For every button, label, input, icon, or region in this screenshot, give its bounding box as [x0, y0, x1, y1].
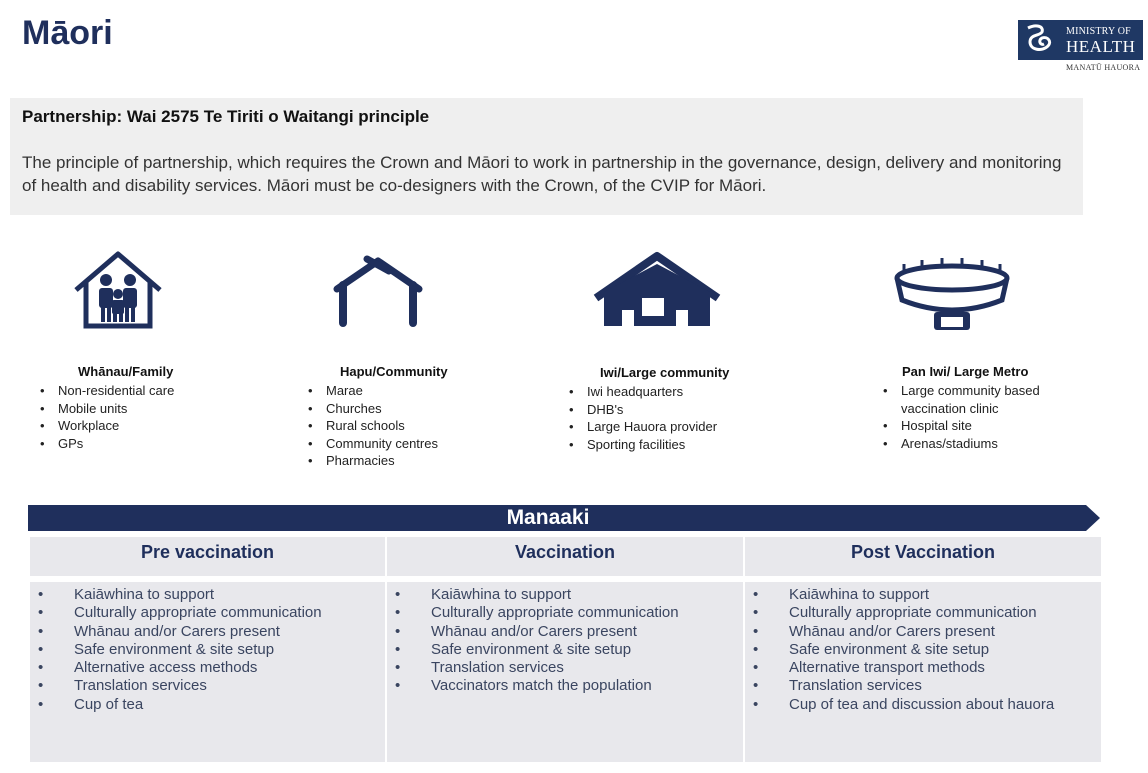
logo-line1: MINISTRY OF: [1066, 26, 1131, 37]
list-item: • Safe environment & site setup: [745, 641, 1101, 659]
group-pan-iwi: [883, 364, 1083, 452]
group-title: Hapu/Community: [340, 364, 448, 379]
list-item: • Cup of tea: [30, 696, 385, 714]
marae-frame-icon: [333, 255, 423, 327]
column-body-vaccination: [387, 582, 743, 762]
column-body-pre: [30, 582, 385, 762]
principle-panel: [10, 98, 1083, 215]
list-item: • Whānau and/or Carers present: [30, 623, 385, 641]
page-title: Māori: [22, 14, 113, 52]
list-item: • Safe environment & site setup: [387, 641, 743, 659]
list-item: • Culturally appropriate communication: [387, 604, 743, 622]
list-item: • Arenas/stadiums: [883, 435, 1083, 453]
list-item: • Safe environment & site setup: [30, 641, 385, 659]
list-item: • Cup of tea and discussion about hauora: [745, 696, 1101, 714]
list-item: • Mobile units: [40, 400, 174, 418]
manaaki-label: Manaaki: [506, 506, 590, 529]
list-item: • Kaiāwhina to support: [30, 586, 385, 604]
list-item: • Translation services: [387, 659, 743, 677]
list-item: • Vaccinators match the population: [387, 677, 743, 695]
koru-logo-icon: [1022, 24, 1062, 56]
list-item: • Translation services: [745, 677, 1101, 695]
column-header-post: Post Vaccination: [745, 537, 1101, 576]
list-item: • Kaiāwhina to support: [387, 586, 743, 604]
list-item: • Large community based vaccination clinic: [883, 382, 1076, 417]
logo-line2: HEALTH: [1066, 37, 1136, 56]
list-item: • Whānau and/or Carers present: [387, 623, 743, 641]
list-item: • Kaiāwhina to support: [745, 586, 1101, 604]
group-title: Iwi/Large community: [600, 365, 730, 380]
list-item: • GPs: [40, 435, 174, 453]
list-item: • Workplace: [40, 417, 174, 435]
family-house-icon: [72, 250, 164, 330]
list-item: • DHB's: [569, 401, 729, 419]
column-body-post: [745, 582, 1101, 762]
group-title: Pan Iwi/ Large Metro: [902, 364, 1029, 379]
principle-body: The principle of partnership, which requires the Crown and Māori to work in partnership in the governance, design, delivery and monitoring of health and disability services. Māori must be co-designers with the Crown, of the CVIP for Māori.: [22, 153, 1062, 195]
list-item: • Culturally appropriate communication: [745, 604, 1101, 622]
group-title: Whānau/Family: [78, 364, 174, 379]
list-item: • Iwi headquarters: [569, 383, 729, 401]
group-whanau: [40, 364, 174, 452]
list-item: • Culturally appropriate communication: [30, 604, 385, 622]
stadium-icon: [892, 256, 1012, 332]
list-item: • Non-residential care: [40, 382, 174, 400]
column-header-pre: Pre vaccination: [30, 537, 385, 576]
group-hapu: [308, 364, 448, 470]
list-item: • Alternative transport methods: [745, 659, 1101, 677]
list-item: • Alternative access methods: [30, 659, 385, 677]
list-item: • Marae: [308, 382, 448, 400]
list-item: • Pharmacies: [308, 452, 448, 470]
list-item: • Community centres: [308, 435, 448, 453]
list-item: • Large Hauora provider: [569, 418, 729, 436]
ministry-logo: [1018, 20, 1143, 60]
list-item: • Whānau and/or Carers present: [745, 623, 1101, 641]
list-item: • Churches: [308, 400, 448, 418]
principle-heading: Partnership: Wai 2575 Te Tiriti o Waitangi principle: [22, 107, 430, 126]
list-item: • Sporting facilities: [569, 436, 729, 454]
column-header-vaccination: Vaccination: [387, 537, 743, 576]
list-item: • Translation services: [30, 677, 385, 695]
large-house-icon: [592, 250, 722, 328]
list-item: • Rural schools: [308, 417, 448, 435]
list-item: • Hospital site: [883, 417, 1083, 435]
logo-subtitle: MANATŪ HAUORA: [1066, 63, 1141, 72]
group-iwi: [569, 365, 729, 453]
manaaki-banner: [28, 503, 1100, 533]
